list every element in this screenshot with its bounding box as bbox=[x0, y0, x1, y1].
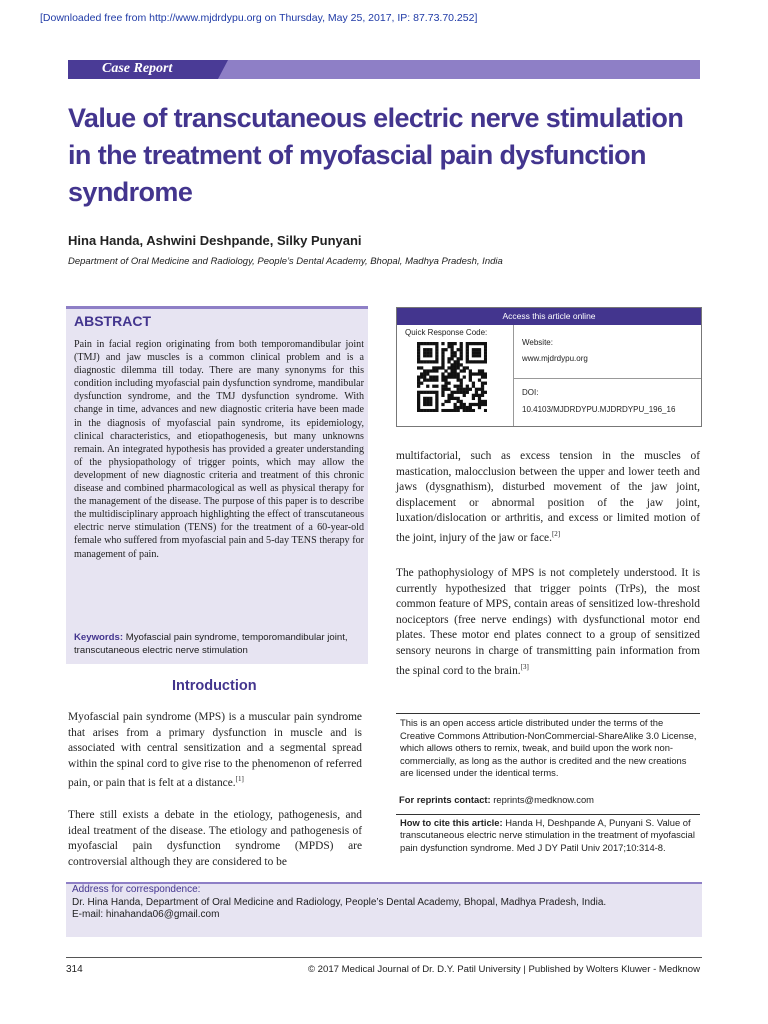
ref-2[interactable]: [2] bbox=[551, 529, 561, 538]
correspondence-heading: Address for correspondence: bbox=[72, 884, 201, 895]
ref-1[interactable]: [1] bbox=[235, 775, 244, 784]
keywords-text: Myofascial pain syndrome, temporomandibular joint, transcutaneous electric nerve stimulation bbox=[74, 632, 348, 656]
authors: Hina Handa, Ashwini Deshpande, Silky Punyani bbox=[68, 233, 362, 248]
keywords-label: Keywords: bbox=[74, 632, 124, 643]
article-title: Value of transcutaneous electric nerve stimulation in the treatment of myofascial pain dysfunction syndrome bbox=[68, 103, 684, 207]
keywords bbox=[74, 631, 364, 657]
qr-code-icon[interactable] bbox=[417, 342, 487, 412]
section-banner-light bbox=[218, 60, 700, 79]
correspondence-box bbox=[66, 882, 702, 937]
reprints-email[interactable]: reprints@medknow.com bbox=[490, 794, 594, 805]
license-text: This is an open access article distributed under the terms of the Creative Commons Attribution-NonCommercial-ShareAlike 3.0 License, which allows others to remix, tweak, and build upon the work non-commercially, as long as the author is credited and the new creations are licensed under the identical terms. bbox=[400, 717, 697, 778]
abstract-heading: ABSTRACT bbox=[74, 313, 151, 329]
reprints-label: For reprints contact: bbox=[399, 794, 491, 805]
doi-value[interactable]: 10.4103/MJDRDYPU.MJDRDYPU_196_16 bbox=[522, 405, 676, 414]
download-notice: [Downloaded free from http://www.mjdrdypu.org on Thursday, May 25, 2017, IP: 87.73.70.252] bbox=[40, 12, 478, 24]
intro-p1-text: Myofascial pain syndrome (MPS) is a muscular pain syndrome that arises from a primary dysfunction in muscle and is associated with central sensitization and a segmental spread within the spinal cord to give rise to the phenomenon of referred pain, or pain that is felt at a distance. bbox=[68, 711, 362, 790]
page-number: 314 bbox=[66, 964, 83, 975]
citation-inner bbox=[396, 817, 700, 854]
intro-p4-text: The pathophysiology of MPS is not completely understood. It is currently hypothesized that trigger points (TrPs), the most common feature of MPS, contain areas of sensitized low-threshold nociceptors (free nerve endings) with dysfunctional motor end plates. These motor end plates connect to a group of sensitized sensory neurons in charge of transmitting pain information from the spinal cord to the brain. bbox=[396, 567, 700, 677]
website-link[interactable]: www.mjdrdypu.org bbox=[522, 354, 588, 363]
intro-paragraph-2: There still exists a debate in the etiology, pathogenesis, and ideal treatment of the disease. The etiology and pathogenesis of myofascial pain dysfunction syndrome (MPDS) are controversial although they are considered to be bbox=[68, 809, 362, 868]
ref-3[interactable]: [3] bbox=[520, 662, 529, 671]
access-heading: Access this article online bbox=[397, 308, 701, 325]
intro-paragraph-1 bbox=[68, 710, 362, 792]
website-label: Website: bbox=[522, 338, 553, 347]
correspondence-address: Dr. Hina Handa, Department of Oral Medicine and Radiology, People’s Dental Academy, Bhopal, Madhya Pradesh, India. bbox=[72, 896, 607, 908]
doi-label: DOI: bbox=[522, 388, 539, 397]
correspondence-email[interactable]: E-mail: hinahanda06@gmail.com bbox=[72, 909, 220, 920]
footer-rule bbox=[66, 957, 702, 958]
section-banner bbox=[68, 60, 700, 79]
intro-p3-text: multifactorial, such as excess tension in the muscles of mastication, malocclusion between the upper and lower teeth and jaws (dysgnathism), disturbed movement of the jaw joint, displacement or abnormal position of the jaw joint, luxation/dislocation or arthritis, and excess or limited motion of the joint, injury of the jaw or face. bbox=[396, 450, 700, 544]
introduction-heading: Introduction bbox=[172, 678, 257, 694]
access-hdivider bbox=[513, 378, 701, 379]
access-online-box bbox=[396, 307, 702, 427]
reprints-contact bbox=[399, 794, 594, 805]
intro-paragraph-4 bbox=[396, 566, 700, 679]
citation-text: Handa H, Deshpande A, Punyani S. Value of transcutaneous electric nerve stimulation in the treatment of myofascial pain dysfunction syndrome. Med J DY Patil Univ 2017;10:314-8. bbox=[400, 817, 695, 853]
access-divider bbox=[513, 325, 514, 426]
citation-box bbox=[396, 814, 700, 854]
abstract-text: Pain in facial region originating from both temporomandibular joint (TMJ) and jaw muscles is a common clinical problem and is a diagnostic dilemma till today. There are many synonyms for this condition including myofascial pain dysfunction syndrome, mandibular dysfunction syndrome, and the TMJ dysfunction syndrome. With change in time, advances and new diagnostic criteria have been made in the diagnosis of myofascial pain syndrome, its epidemiology, clinical characteristics, and etiopathogenesis, but many unknowns remain. An integrated hypothesis has provided a greater understanding of the physiopathology of trigger points, which may allow the development of new diagnostic criteria and treatment of this chronic disease and combined pharmacological as well as physical therapy for the management of the disease. The purpose of this paper is to describe the multidisciplinary approach highlighting the effect of transcutaneous electric nerve stimulation (TENS) for the treatment of a 60-year-old female who suffered from myofascial pain and 5-day TENS therapy for management of pain. bbox=[74, 339, 364, 560]
abstract-box bbox=[66, 306, 368, 664]
section-label: Case Report bbox=[102, 61, 173, 76]
affiliation: Department of Oral Medicine and Radiology, People’s Dental Academy, Bhopal, Madhya Pradesh, India bbox=[68, 256, 503, 267]
qr-label: Quick Response Code: bbox=[405, 328, 488, 337]
footer-copyright: © 2017 Medical Journal of Dr. D.Y. Patil University | Published by Wolters Kluwer - Medknow bbox=[307, 964, 700, 975]
citation-label: How to cite this article: bbox=[400, 817, 503, 828]
license-notice bbox=[396, 713, 700, 780]
intro-paragraph-3 bbox=[396, 449, 700, 546]
